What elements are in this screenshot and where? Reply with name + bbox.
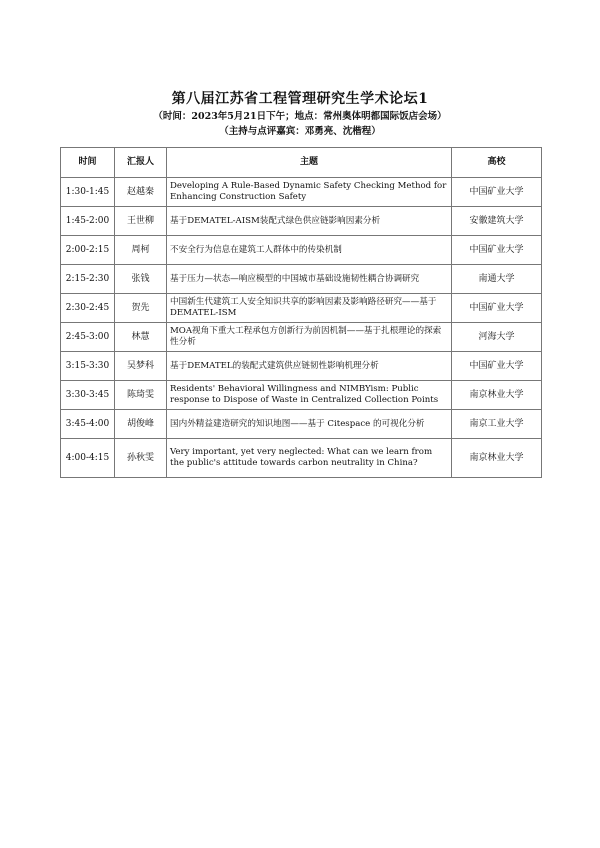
cell-school: 安徽建筑大学 (452, 207, 542, 236)
cell-time: 2:00-2:15 (61, 236, 115, 265)
cell-topic: 基于DEMATEL的装配式建筑供应链韧性影响机理分析 (167, 352, 452, 381)
cell-reporter: 林慧 (115, 323, 167, 352)
page-title: 第八届江苏省工程管理研究生学术论坛1 (171, 91, 429, 107)
table-row (61, 323, 542, 352)
table-header-row (61, 148, 542, 178)
cell-topic: Developing A Rule-Based Dynamic Safety Checking Method for Enhancing Construction Safety (167, 178, 452, 207)
cell-time: 4:00-4:15 (61, 439, 115, 478)
cell-topic: Residents' Behavioral Willingness and NIMBYism: Public response to Dispose of Waste in Centralized Collection Points (167, 381, 452, 410)
cell-topic: 国内外精益建造研究的知识地图——基于 Citespace 的可视化分析 (167, 410, 452, 439)
cell-time: 1:45-2:00 (61, 207, 115, 236)
cell-time: 3:45-4:00 (61, 410, 115, 439)
table-row (61, 294, 542, 323)
cell-reporter: 赵越秦 (115, 178, 167, 207)
schedule-table (60, 147, 542, 478)
cell-topic: Very important, yet very neglected: What can we learn from the public's attitude towards carbon neutrality in China? (167, 439, 452, 478)
table-row (61, 178, 542, 207)
cell-time: 3:30-3:45 (61, 381, 115, 410)
time-location-line: （时间：2023年5月21日下午；地点：常州奥体明都国际饭店会场） (153, 111, 447, 122)
cell-reporter: 贺先 (115, 294, 167, 323)
cell-time: 2:45-3:00 (61, 323, 115, 352)
cell-reporter: 周柯 (115, 236, 167, 265)
cell-reporter: 吴梦科 (115, 352, 167, 381)
table-row (61, 207, 542, 236)
header-topic: 主题 (167, 148, 452, 178)
cell-school: 南京林业大学 (452, 439, 542, 478)
cell-topic: MOA视角下重大工程承包方创新行为前因机制——基于扎根理论的探索性分析 (167, 323, 452, 352)
cell-reporter: 陈琦雯 (115, 381, 167, 410)
cell-school: 河海大学 (452, 323, 542, 352)
cell-topic: 中国新生代建筑工人安全知识共享的影响因素及影响路径研究——基于DEMATEL-ISM (167, 294, 452, 323)
header-time: 时间 (61, 148, 115, 178)
hosts-line: （主持与点评嘉宾：邓勇亮、沈楷程） (219, 126, 381, 137)
cell-time: 2:30-2:45 (61, 294, 115, 323)
cell-time: 2:15-2:30 (61, 265, 115, 294)
table-row (61, 381, 542, 410)
table-row (61, 352, 542, 381)
table-row (61, 410, 542, 439)
cell-topic: 基于压力—状态—响应模型的中国城市基础设施韧性耦合协调研究 (167, 265, 452, 294)
table-row (61, 439, 542, 478)
header-school: 高校 (452, 148, 542, 178)
header-reporter: 汇报人 (115, 148, 167, 178)
cell-school: 南通大学 (452, 265, 542, 294)
cell-time: 3:15-3:30 (61, 352, 115, 381)
cell-reporter: 胡俊峰 (115, 410, 167, 439)
cell-time: 1:30-1:45 (61, 178, 115, 207)
table-row (61, 236, 542, 265)
cell-school: 中国矿业大学 (452, 236, 542, 265)
cell-school: 南京林业大学 (452, 381, 542, 410)
cell-reporter: 王世柳 (115, 207, 167, 236)
cell-school: 中国矿业大学 (452, 294, 542, 323)
cell-reporter: 孙秋雯 (115, 439, 167, 478)
cell-school: 南京工业大学 (452, 410, 542, 439)
cell-topic: 基于DEMATEL-AISM装配式绿色供应链影响因素分析 (167, 207, 452, 236)
cell-school: 中国矿业大学 (452, 178, 542, 207)
cell-school: 中国矿业大学 (452, 352, 542, 381)
cell-reporter: 张钱 (115, 265, 167, 294)
table-row (61, 265, 542, 294)
cell-topic: 不安全行为信息在建筑工人群体中的传染机制 (167, 236, 452, 265)
